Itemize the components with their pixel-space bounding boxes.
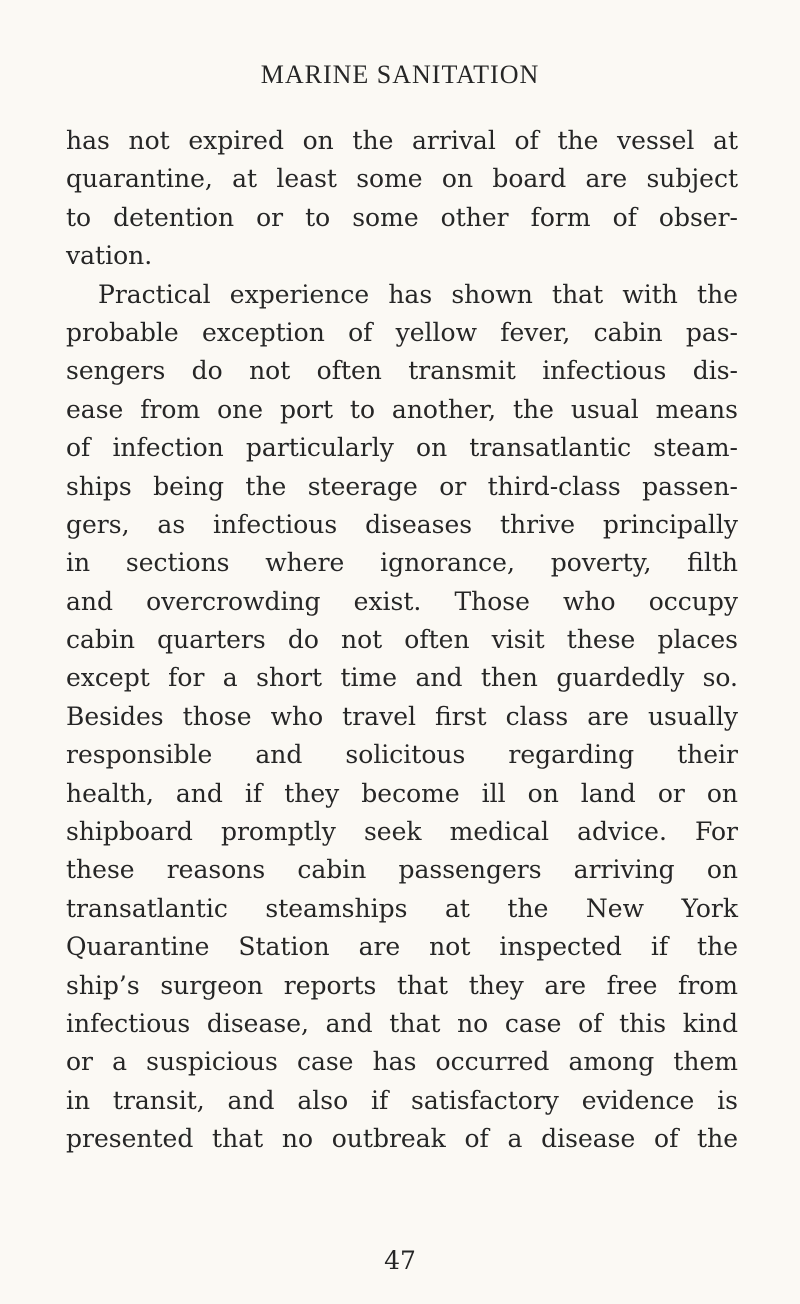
running-head: MARINE SANITATION [260,60,540,89]
text-line: vation. [66,241,153,271]
text-line: has not expired on the arrival of the vessel at [66,126,738,155]
text-line: except for a short time and then guardedly so. [66,663,738,693]
text-line: or a suspicious case has occurred among them [66,1047,738,1077]
text-line: presented that no outbreak of a disease of the [66,1124,738,1154]
text-line: transatlantic steamships at the New York [66,893,738,923]
text-line: gers, as infectious diseases thrive principally [66,509,738,539]
text-line: of infection particularly on transatlantic steam- [66,433,738,463]
text-line: responsible and solicitous regarding their [66,740,738,770]
text-line: and overcrowding exist. Those who occupy [66,586,738,616]
text-line: infectious disease, and that no case of this kind [66,1008,738,1038]
text-line: Besides those who travel first class are usually [66,701,738,731]
text-line: in transit, and also if satisfactory evidence is [66,1085,738,1115]
text-line: to detention or to some other form of obser- [66,202,738,232]
body-text [66,122,738,1159]
page-number: 47 [384,1246,416,1275]
text-line: health, and if they become ill on land or on [66,778,738,808]
text-line: quarantine, at least some on board are subject [66,164,738,194]
text-line: cabin quarters do not often visit these places [66,625,738,655]
text-line: sengers do not often transmit infectious dis- [66,356,738,386]
text-line: these reasons cabin passengers arriving on [66,855,738,885]
text-line: ships being the steerage or third-class passen- [66,471,738,501]
text-line: in sections where ignorance, poverty, filth [66,548,738,578]
text-line: ship’s surgeon reports that they are free from [66,970,738,1000]
paragraph-start-line: Practical experience has shown that with the [98,279,738,309]
text-line: shipboard promptly seek medical advice. For [66,817,738,847]
text-line: probable exception of yellow fever, cabin pas- [66,317,738,347]
text-line: ease from one port to another, the usual means [66,394,738,424]
text-line: Quarantine Station are not inspected if the [66,932,738,962]
